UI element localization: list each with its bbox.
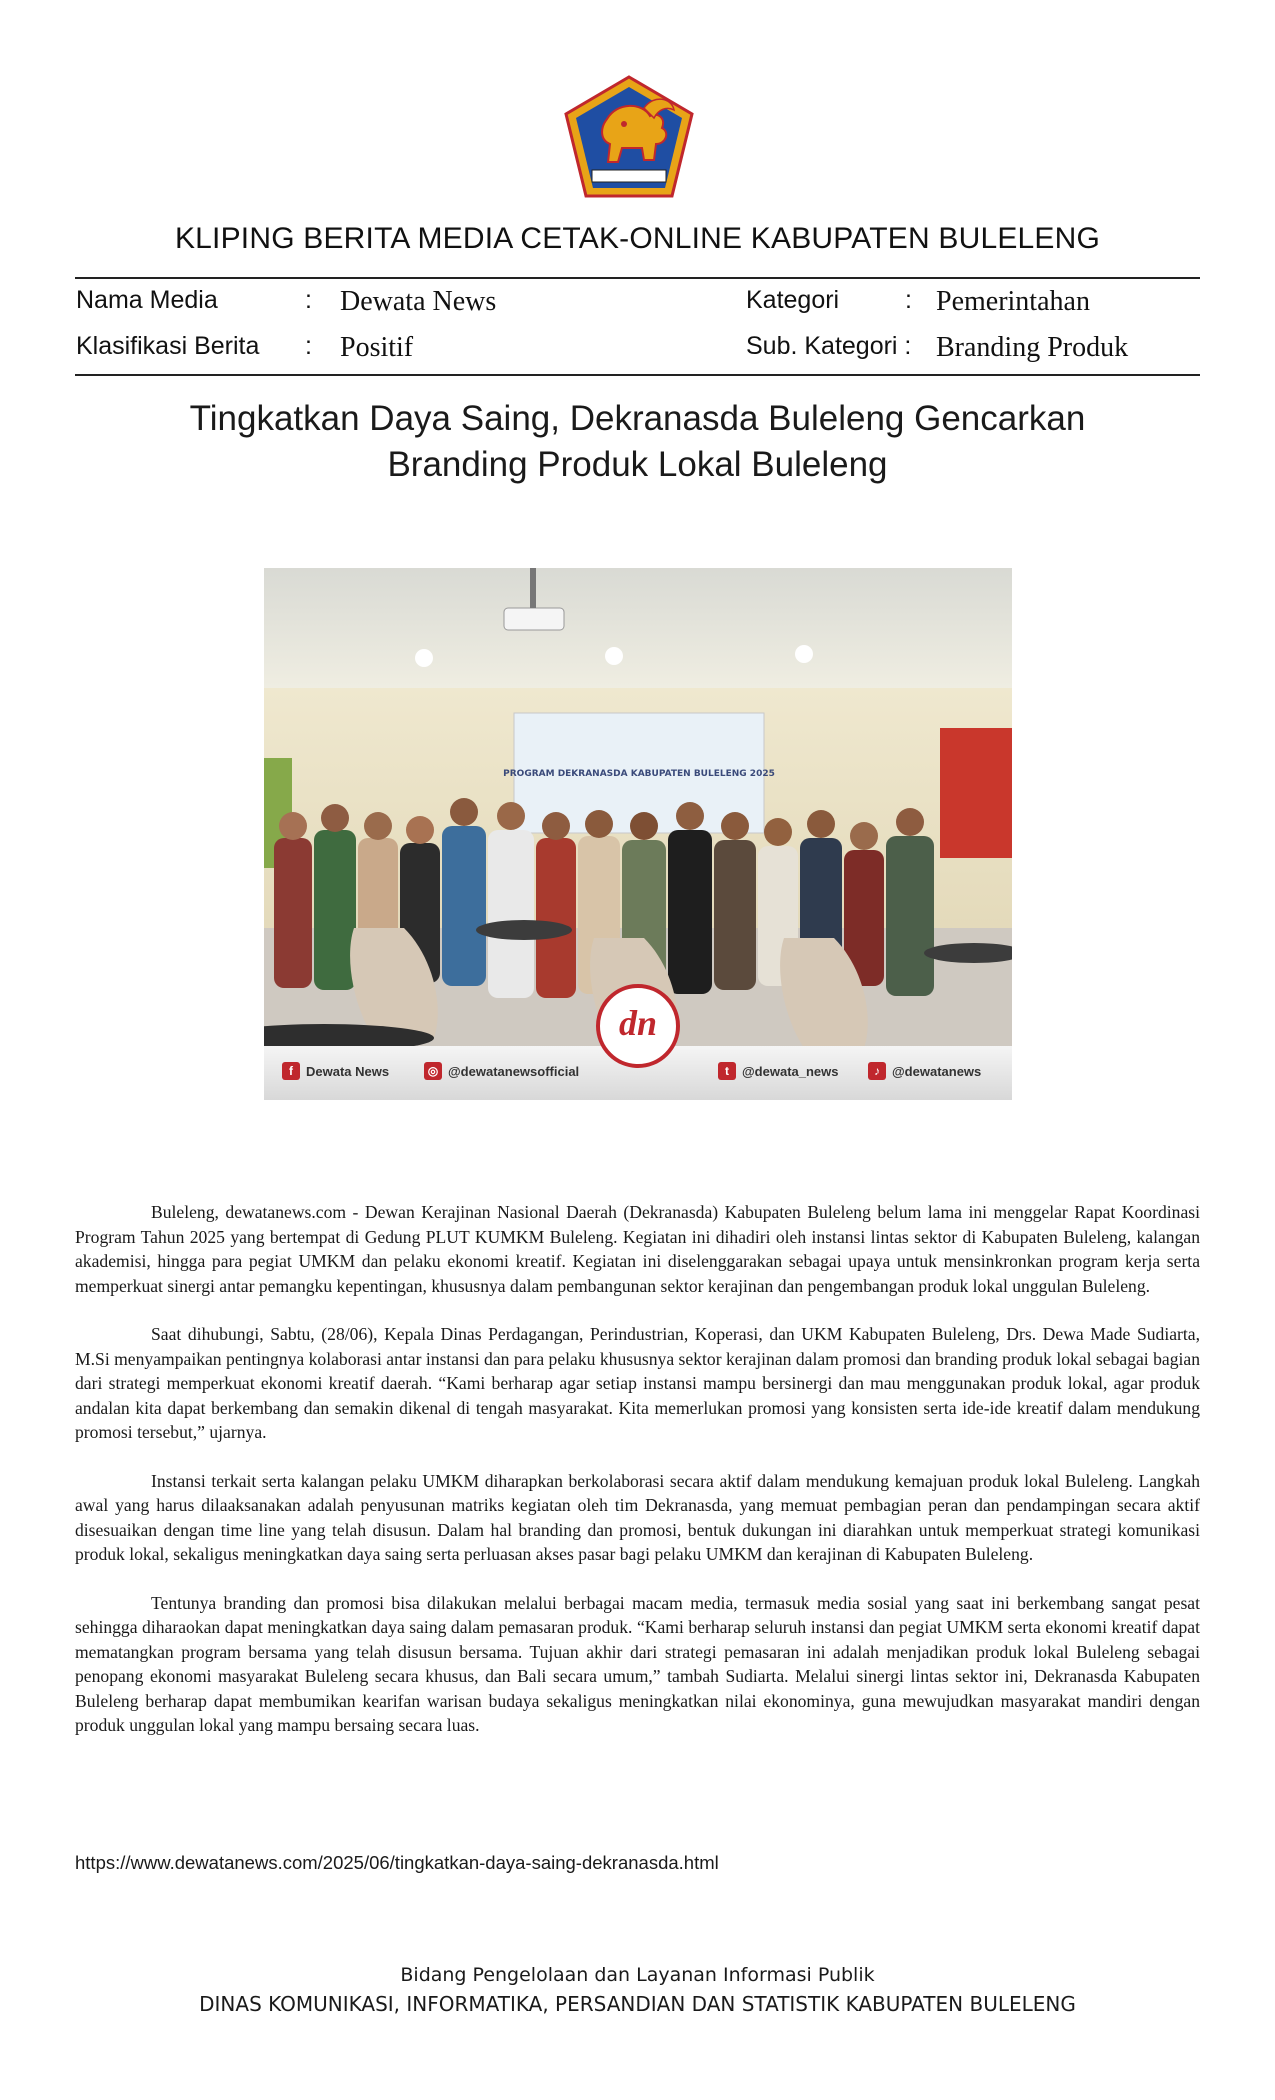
- klasifikasi-label: Klasifikasi Berita: [76, 332, 260, 360]
- footer-agency: DINAS KOMUNIKASI, INFORMATIKA, PERSANDIAN DAN STATISTIK KABUPATEN BULELENG: [199, 1992, 1076, 2016]
- klasifikasi-value: Positif: [340, 332, 414, 363]
- source-url-link[interactable]: https://www.dewatanews.com/2025/06/tingkatkan-daya-saing-dekranasda.html: [75, 1852, 719, 1873]
- kategori-value: Pemerintahan: [936, 286, 1090, 317]
- twitter-icon: t: [718, 1062, 736, 1080]
- article-photo: [264, 568, 1012, 1100]
- social-facebook: [282, 1062, 389, 1080]
- paragraph-1: Buleleng, dewatanews.com - Dewan Kerajinan Nasional Daerah (Dekranasda) Kabupaten Buleleng belum lama ini menggelar Rapat Koordinasi Program Tahun 2025 yang bertempat di Gedung PLUT KUMKM Buleleng. Kegiatan ini dihadiri oleh instansi lintas sektor di Kabupaten Buleleng, kalangan akademisi, hingga para pegiat UMKM dan pelaku ekonomi kreatif. Kegiatan ini diselenggarakan sebagai upaya untuk mensinkronkan program kerja serta memperkuat sinergi antar pemangku kepentingan, khususnya dalam pembangunan sektor kerajinan dan pengembangan produk lokal unggulan Buleleng.: [75, 1202, 1200, 1296]
- social-twitter: [718, 1062, 839, 1080]
- screen-title-text: PROGRAM DEKRANASDA KABUPATEN BULELENG 2025: [503, 769, 775, 779]
- article-headline: [120, 396, 1155, 488]
- instagram-label: @dewatanewsofficial: [448, 1063, 580, 1079]
- header-top-rule: [75, 277, 1200, 279]
- klasifikasi-colon: :: [305, 332, 312, 360]
- tiktok-label: @dewatanews: [892, 1063, 982, 1079]
- paragraph-3: Instansi terkait serta kalangan pelaku UMKM diharapkan berkolaborasi secara aktif dalam mendukung kemajuan produk lokal Buleleng. Langkah awal yang harus dilaaksanakan adalah penyusunan matriks kegiatan oleh tim Dekranasda, yang memuat pembagian peran dan pendampingan secara aktif disesuaikan dengan time line yang telah disusun. Dalam hal branding dan promosi, bentuk dukungan ini diarahkan untuk memperkuat strategi komunikasi produk lokal, sekaligus meningkatkan daya saing serta perluasan akses pasar bagi pelaku UMKM dan kerajinan di Kabupaten Buleleng.: [75, 1470, 1200, 1564]
- sub-kategori-label: Sub. Kategori :: [746, 332, 912, 360]
- paragraph-4: Tentunya branding dan promosi bisa dilakukan melalui berbagai macam media, termasuk media sosial yang saat ini berkembang sangat pesat sehingga diharaokan dapat meningkatkan daya saing dalam pemasaran produk. “Kami berharap seluruh instansi dan pegiat UMKM serta ekonomi kreatif dapat mematangkan program bersama yang telah disusun bersama. Tujuan akhir dari strategi pemasaran ini adalah menjadikan produk lokal Buleleng sebagai penopang ekonomi masyarakat Buleleng secara khusus, dan Bali secara umum,” tambah Sudiarta. Melalui sinergi lintas sektor ini, Dekranasda Kabupaten Buleleng berharap dapat membumikan kearifan warisan budaya sekaligus meningkatkan nilai ekonominya, guna mewujudkan masyarakat mandiri dengan produk unggulan lokal yang mampu bersaing secara luas.: [75, 1592, 1200, 1735]
- headline-line-2: Branding Produk Lokal Buleleng: [387, 445, 888, 484]
- instagram-icon: ◎: [424, 1062, 442, 1080]
- media-value: Dewata News: [340, 286, 497, 317]
- paragraph-2: Saat dihubungi, Sabtu, (28/06), Kepala Dinas Perdagangan, Perindustrian, Koperasi, dan UKM Kabupaten Buleleng, Drs. Dewa Made Sudiarta, M.Si menyampaikan pentingnya kolaborasi antar instansi dan para pelaku khususnya sektor kerajinan dalam promosi dan branding produk lokal sebagai bagian dari strategi memperkuat ekonomi kreatif daerah. “Kami berharap agar setiap instansi mampu bersinergi dan mau menggunakan produk lokal, agar produk andalan kita dapat berkembang dan semakin dikenal di tengah masyarakat. Kita memerlukan promosi yang konsisten serta ide-ide kreatif dalam mendukung promosi tersebut,” ujarnya.: [75, 1324, 1200, 1442]
- social-tiktok: [868, 1062, 981, 1080]
- facebook-icon: f: [282, 1062, 300, 1080]
- header-bottom-rule: [75, 374, 1200, 376]
- headline-line-1: Tingkatkan Daya Saing, Dekranasda Buleleng Gencarkan: [189, 399, 1086, 438]
- singa-ambara-raja-crest-icon: [562, 74, 696, 200]
- facebook-label: Dewata News: [306, 1063, 390, 1079]
- media-label: Nama Media: [76, 286, 218, 314]
- tiktok-icon: ♪: [868, 1062, 886, 1080]
- kategori-colon: :: [905, 286, 912, 314]
- kategori-label: Kategori: [746, 286, 840, 314]
- media-colon: :: [305, 286, 312, 314]
- twitter-label: @dewata_news: [742, 1063, 839, 1079]
- sub-kategori-value: Branding Produk: [936, 332, 1129, 363]
- footer-department: Bidang Pengelolaan dan Layanan Informasi Publik: [400, 1964, 875, 1986]
- dewata-news-badge: dn: [596, 984, 680, 1068]
- article-body: [75, 1200, 1200, 1762]
- social-instagram: [424, 1062, 579, 1080]
- kliping-title: KLIPING BERITA MEDIA CETAK-ONLINE KABUPATEN BULELENG: [174, 222, 1101, 255]
